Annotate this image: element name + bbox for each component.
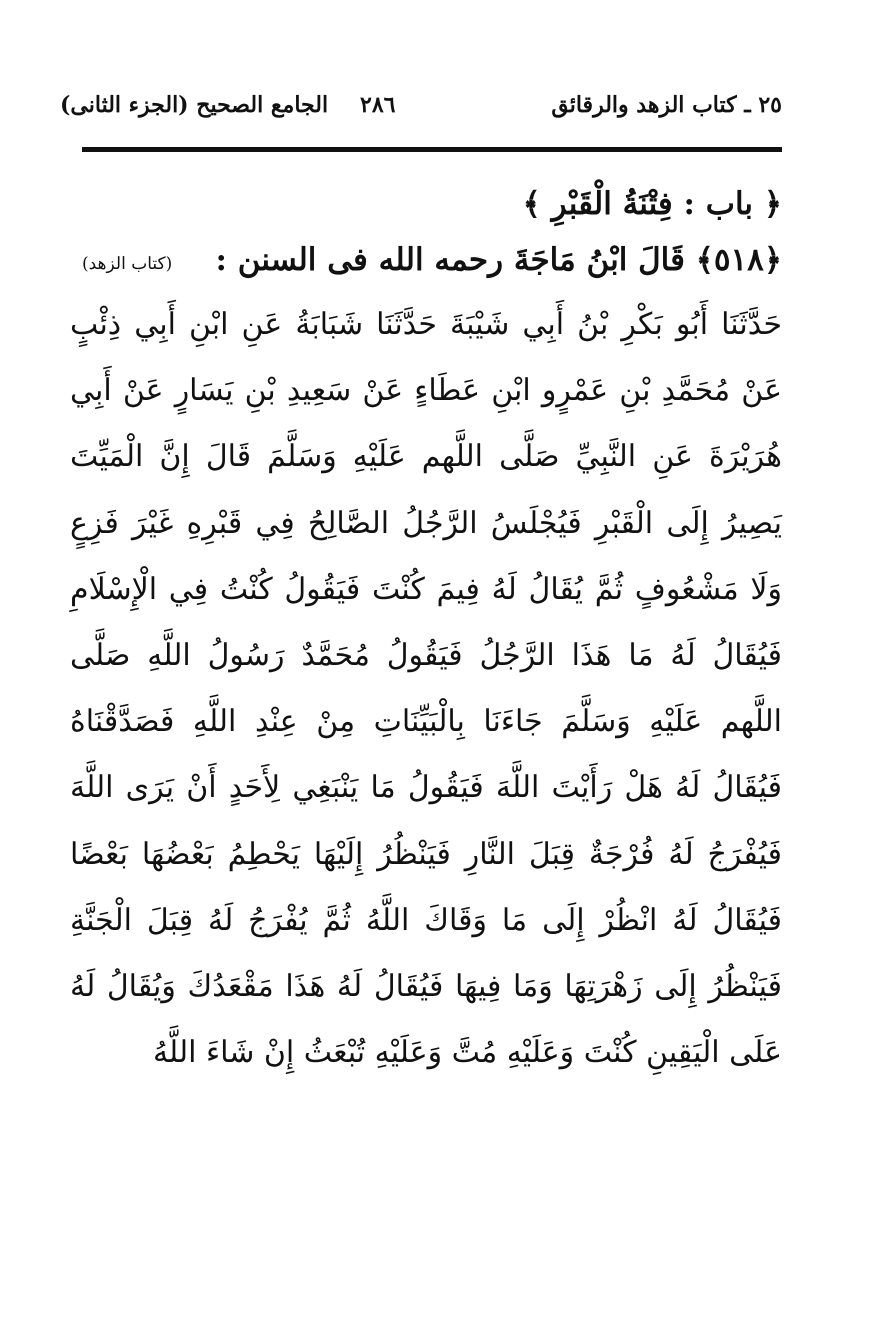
text-line: حَدَّثَنَا أَبُو بَكْرِ بْنُ أَبِي شَيْبَةَ حَدَّثَنَا شَبَابَةُ عَنِ ابْنِ أَبِي ذِئْبٍ	[70, 307, 782, 342]
text-line: اللَّهم عَلَيْهِ وَسَلَّمَ جَاءَنَا بِالْبَيِّنَاتِ مِنْ عِنْدِ اللَّهِ فَصَدَّقْنَاهُ	[70, 704, 782, 740]
text-line: يَصِيرُ إِلَى الْقَبْرِ فَيُجْلَسُ الرَّجُلُ الصَّالِحُ فِي قَبْرِهِ غَيْرَ فَزِعٍ	[70, 505, 782, 541]
page-body	[70, 176, 782, 1086]
text-line: فَيُقَالُ لَهُ انْظُرْ إِلَى مَا وَقَاكَ اللَّهُ ثُمَّ يُفْرَجُ لَهُ قِبَلَ الْجَنَّةِ	[70, 902, 782, 938]
text-line: فَيُقَالُ لَهُ مَا هَذَا الرَّجُلُ فَيَقُولُ مُحَمَّدٌ رَسُولُ اللَّهِ صَلَّى	[70, 637, 782, 673]
hadith-intro-line	[70, 232, 782, 292]
chapter-heading: ﴿ باب : فِتْنَةُ الْقَبْرِ ﴾	[522, 186, 782, 222]
text-line: فَيُقَالُ لَهُ هَلْ رَأَيْتَ اللَّهَ فَيَقُولُ مَا يَنْبَغِي لِأَحَدٍ أَنْ يَرَى اللَّهَ	[70, 770, 782, 806]
header-chapter-title: ٢٥ ـ كتاب الزهد والرقائق	[551, 92, 782, 118]
text-line: فَيَنْظُرُ إِلَى زَهْرَتِهَا وَمَا فِيهَا فَيُقَالُ لَهُ هَذَا مَقْعَدُكَ وَيُقَالُ لَهُ	[70, 968, 782, 1004]
text-line: فَيُفْرَجُ لَهُ فُرْجَةٌ قِبَلَ النَّارِ فَيَنْظُرُ إِلَيْهَا يَحْطِمُ بَعْضُهَا بَعْضًا	[70, 836, 782, 872]
header-book-title: الجامع الصحيح (الجزء الثانى)	[60, 92, 329, 118]
page-number: ٢٨٦	[360, 92, 396, 118]
hadith-number: ﴿٥١٨﴾	[695, 242, 782, 278]
source-note: (كتاب الزهد)	[82, 254, 173, 274]
hadith-intro-text: قَالَ ابْنُ مَاجَةَ رحمه الله فى السنن :	[215, 242, 685, 278]
running-header	[60, 92, 782, 132]
text-line: هُرَيْرَةَ عَنِ النَّبِيِّ صَلَّى اللَّهم عَلَيْهِ وَسَلَّمَ قَالَ إِنَّ الْمَيِّتَ	[70, 439, 782, 475]
text-line: عَنْ مُحَمَّدِ بْنِ عَمْرٍو ابْنِ عَطَاءٍ عَنْ سَعِيدِ بْنِ يَسَارٍ عَنْ أَبِي	[70, 373, 782, 409]
text-line: وَلَا مَشْعُوفٍ ثُمَّ يُقَالُ لَهُ فِيمَ كُنْتَ فَيَقُولُ كُنْتُ فِي الْإِسْلَامِ	[70, 571, 782, 607]
text-line: عَلَى الْيَقِينِ كُنْتَ وَعَلَيْهِ مُتَّ وَعَلَيْهِ تُبْعَثُ إِنْ شَاءَ اللَّهُ	[152, 1035, 782, 1071]
header-rule	[82, 147, 782, 152]
